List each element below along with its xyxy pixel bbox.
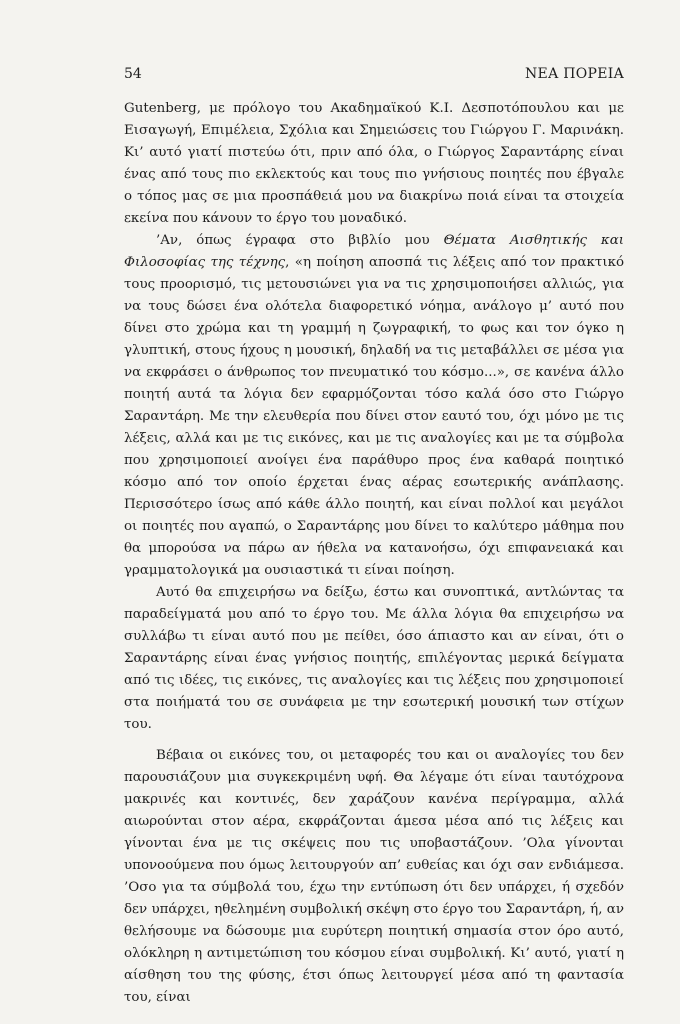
paragraph-2 <box>124 230 624 582</box>
paragraph-4: Βέβαια οι εικόνες του, οι μεταφορές του και οι αναλογίες του δεν παρουσιάζουν μια συγκεκριμένη υφή. Θα λέγαμε ότι είναι ταυτόχρονα μακρινές και κοντινές, δεν χαράζουν κανένα περίγραμμα, αλλά αιωρούνται στον αέρα, εκφράζονται άμεσα μέσα από τις λέξεις και γίνονται ένα με τις σκέψεις που τις υποβαστάζουν. ’Ολα γίνονται υπονοούμενα που όμως λειτουργούν απ’ ευθείας και όχι σαν ενδιάμεσα. ’Οσο για τα σύμβολά του, έχω την εντύπωση ότι δεν υπάρχει, ή σχεδόν δεν υπάρχει, ηθελημένη συμβολική σκέψη στο έργο του Σαραντάρη, ή, αν θελήσουμε να δώσουμε μια ευρύτερη ποιητική σημασία στον όρο αυτό, ολόκληρη η αντιμετώπιση του κόσμου είναι συμβολική. Κι’ αυτό, γιατί η αίσθηση του της φύσης, έτσι όπως λειτουργεί μέσα από τη φαντασία του, είναι <box>124 748 624 1005</box>
page-number: 54 <box>124 66 142 82</box>
paragraph-1: Gutenberg, με πρόλογο του Ακαδημαϊκού Κ.Ι. Δεσποτόπουλου και με Εισαγωγή, Επιμέλεια, Σχόλια και Σημειώσεις του Γιώργου Γ. Μαρινάκη. Κι’ αυτό γιατί πιστεύω ότι, πριν από όλα, ο Γιώργος Σαραντάρης είναι ένας από τους πιο εκλεκτούς και τους πιο γνήσιους ποιητές που έβγαλε ο τόπος μας σε μια προσπάθειά μου να διακρίνω ποιά είναι τα στοιχεία εκείνα που κάνουν το έργο του μοναδικό. <box>124 101 624 226</box>
paragraph-2-part-a: ’Αν, όπως έγραφα στο βιβλίο μου <box>156 233 444 248</box>
body-text <box>124 98 624 1009</box>
paragraph-3: Αυτό θα επιχειρήσω να δείξω, έστω και συνοπτικά, αντλώντας τα παραδείγματά μου από το έργο του. Με άλλα λόγια θα επιχειρήσω να συλλάβω τι είναι αυτό που με πείθει, όσο άπιαστο και αν είναι, ότι ο Σαραντάρης είναι ένας γνήσιος ποιητής, επιλέγοντας μερικά δείγματα από τις ιδέες, τις εικόνες, τις αναλογίες και τις λέξεις που χρησιμοποιεί στα ποιήματά του σε συνάφεια με την εσωτερική μουσική των στίχων του. <box>124 585 624 732</box>
journal-title: ΝΕΑ ΠΟΡΕΙΑ <box>525 66 624 82</box>
page-header <box>124 62 624 86</box>
paragraph-2-part-b: , «η ποίηση αποσπά τις λέξεις από τον πρακτικό τους προορισμό, τις μετουσιώνει για να τις χρησιμοποιήσει αλλιώς, για να τους δώσει ένα ολότελα διαφορετικό νόημα, ανάλογο μ’ αυτό που δίνει στο χρώμα και τη γραμμή η ζωγραφική, το φως και τον όγκο η γλυπτική, στους ήχους η μουσική, δηλαδή να τις μεταβάλλει σε μέσα για να εκφράσει ο άνθρωπος τον πνευματικό του κόσμο...», σε κανένα άλλο ποιητή αυτά τα λόγια δεν εφαρμόζονται τόσο καλά όσο στο Γιώργο Σαραντάρη. Με την ελευθερία που δίνει στον εαυτό του, όχι μόνο με τις λέξεις, αλλά και με τις εικόνες, και με τις αναλογίες και με τα σύμβολα που χρησιμοποιεί ανοίγει ένα παράθυρο προς ένα καθαρά ποιητικό κόσμο από τον οποίο έρχεται ένας αέρας εσωτερικής ανάπλασης. Περισσότερο ίσως από κάθε άλλο ποιητή, και είναι πολλοί και μεγάλοι οι ποιητές που αγαπώ, ο Σαραντάρης μου δίνει το καλύτερο μάθημα που θα μπορούσα να πάρω αν ήθελα να κατανοήσω, όχι επιφανειακά και γραμματολογικά μα ουσιαστικά τι είναι ποίηση. <box>124 255 625 578</box>
book-title: Θέματα Αισθητικής και Φιλοσοφίας της τέχνης <box>124 233 624 270</box>
